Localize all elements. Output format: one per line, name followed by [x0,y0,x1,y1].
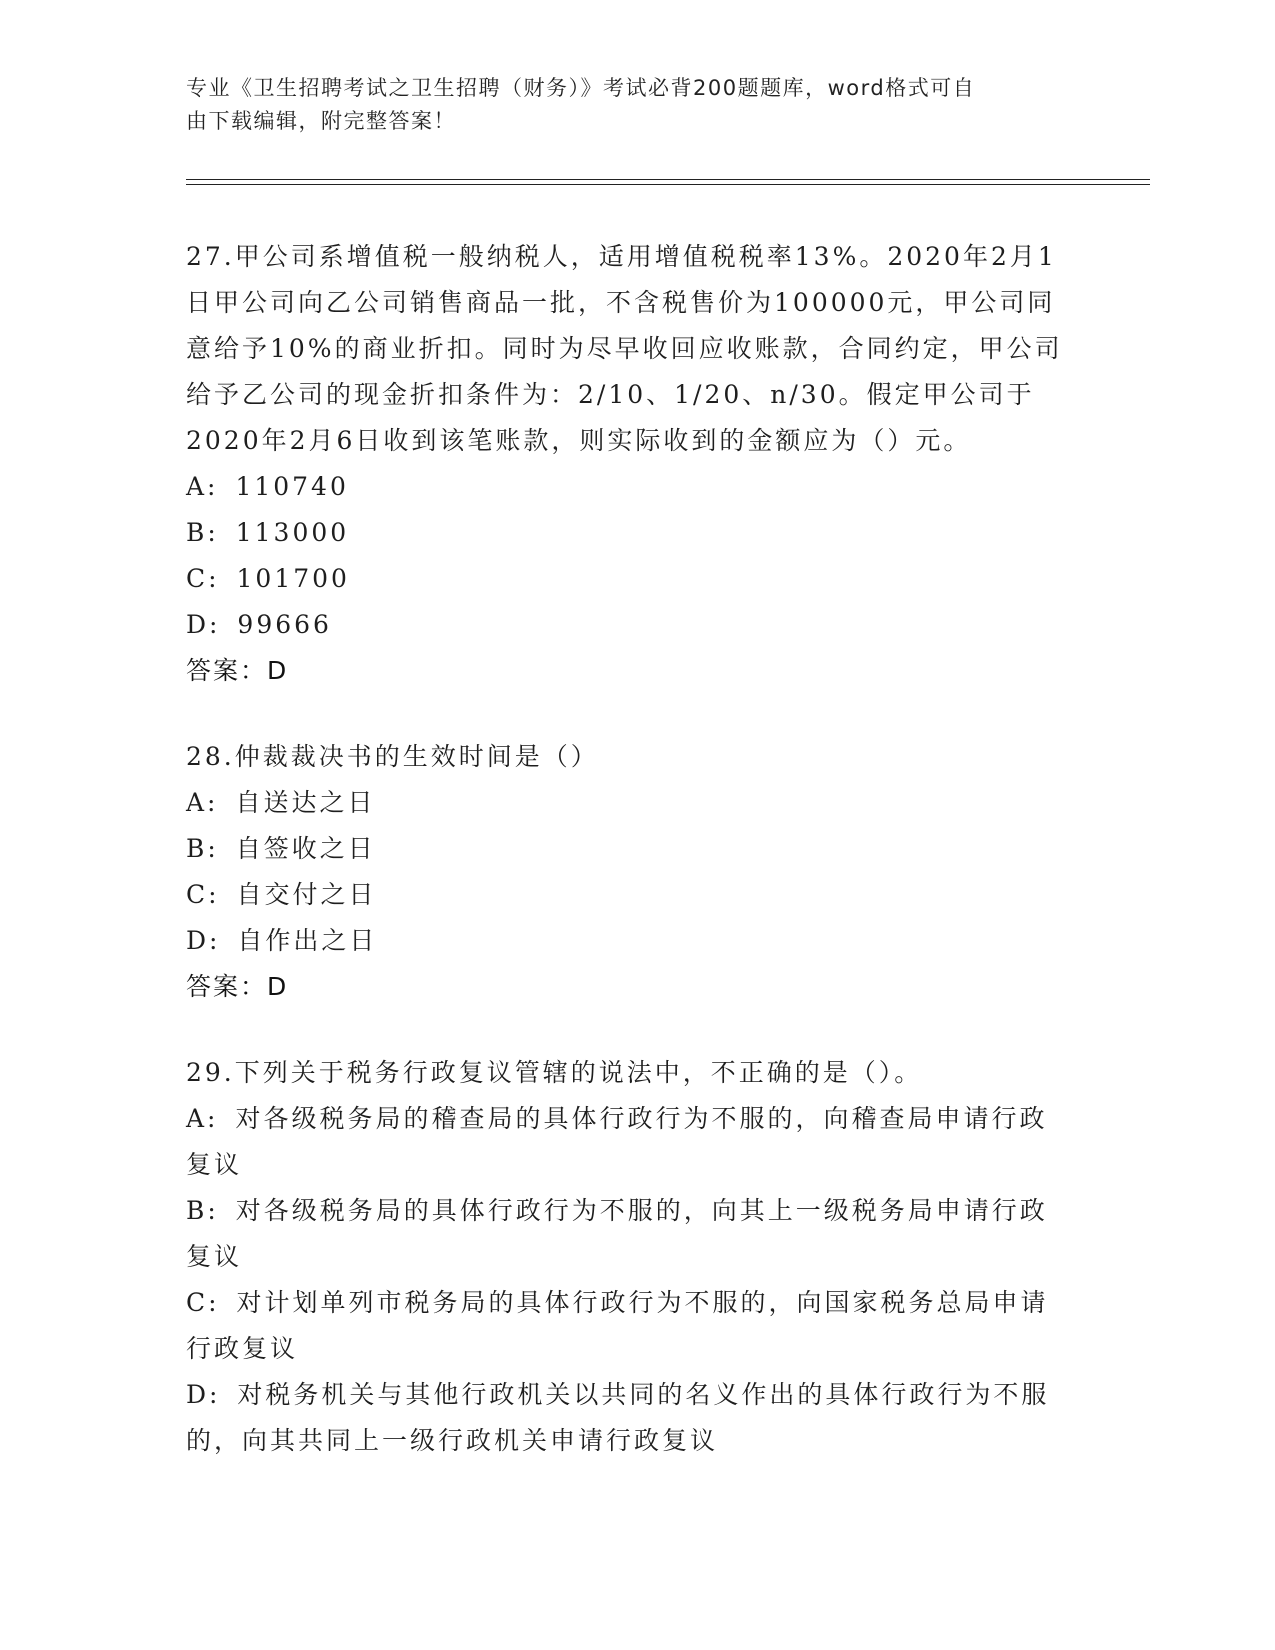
option-d [186,918,1086,964]
stem-line: 28.仲裁裁决书的生效时间是（） [186,742,599,771]
answer-label: 答案：D [186,972,289,1001]
option-text-continued: 行政复议 [186,1334,299,1363]
option-c [186,1280,1086,1372]
stem-line: 27.甲公司系增值税一般纳税人，适用增值税税率13%。2020年2月1 [186,242,1057,271]
option-text: 101700 [236,564,350,593]
option-key: C: [186,880,220,909]
option-d [186,1372,1086,1464]
option-a [186,464,1086,510]
document-header [186,72,1066,138]
option-text-continued: 复议 [186,1150,243,1179]
option-text-continued: 的，向其共同上一级行政机关申请行政复议 [186,1426,719,1455]
option-text: 113000 [235,518,350,547]
option-key: A: [186,788,219,817]
header-divider-bottom [186,184,1150,185]
option-c [186,556,1086,602]
option-key: B: [186,518,219,547]
option-d [186,602,1086,648]
stem-line: 2020年2月6日收到该笔账款，则实际收到的金额应为（）元。 [186,426,972,455]
option-key: B: [186,834,219,863]
option-c [186,872,1086,918]
stem-line: 意给予10%的商业折扣。同时为尽早收回应收账款，合同约定，甲公司 [186,334,1063,363]
option-key: D: [186,926,221,955]
option-b [186,1188,1086,1280]
option-a [186,1096,1086,1188]
option-key: C: [186,1288,220,1317]
option-text: 对计划单列市税务局的具体行政行为不服的，向国家税务总局申请 [236,1288,1049,1317]
option-text: 对各级税务局的稽查局的具体行政行为不服的，向稽查局申请行政 [235,1104,1048,1133]
option-text: 自送达之日 [235,788,376,817]
option-text: 自交付之日 [236,880,377,909]
option-key: A: [186,472,219,501]
option-text: 对各级税务局的具体行政行为不服的，向其上一级税务局申请行政 [235,1196,1048,1225]
option-text: 99666 [237,610,332,639]
question-27 [186,234,1086,694]
option-a [186,780,1086,826]
question-stem [186,234,1086,464]
option-text: 自签收之日 [235,834,376,863]
answer-label: 答案：D [186,656,289,685]
question-stem [186,734,1086,780]
option-key: C: [186,564,220,593]
option-text: 对税务机关与其他行政机关以共同的名义作出的具体行政行为不服 [237,1380,1050,1409]
stem-line: 日甲公司向乙公司销售商品一批，不含税售价为100000元，甲公司同 [186,288,1056,317]
header-line-1: 专业《卫生招聘考试之卫生招聘（财务）》考试必背200题题库，word格式可自 [186,76,976,100]
question-28 [186,734,1086,1010]
option-b [186,826,1086,872]
option-text: 自作出之日 [237,926,378,955]
header-divider-top [186,179,1150,180]
option-key: D: [186,610,221,639]
question-list [186,234,1086,1504]
option-b [186,510,1086,556]
stem-line: 29.下列关于税务行政复议管辖的说法中，不正确的是（）。 [186,1058,923,1087]
option-text-continued: 复议 [186,1242,243,1271]
header-line-2: 由下载编辑，附完整答案！ [186,109,456,133]
option-key: B: [186,1196,219,1225]
question-stem [186,1050,1086,1096]
option-text: 110740 [235,472,349,501]
option-key: D: [186,1380,221,1409]
option-key: A: [186,1104,219,1133]
question-29 [186,1050,1086,1464]
stem-line: 给予乙公司的现金折扣条件为：2/10、1/20、n/30。假定甲公司于 [186,380,1035,409]
